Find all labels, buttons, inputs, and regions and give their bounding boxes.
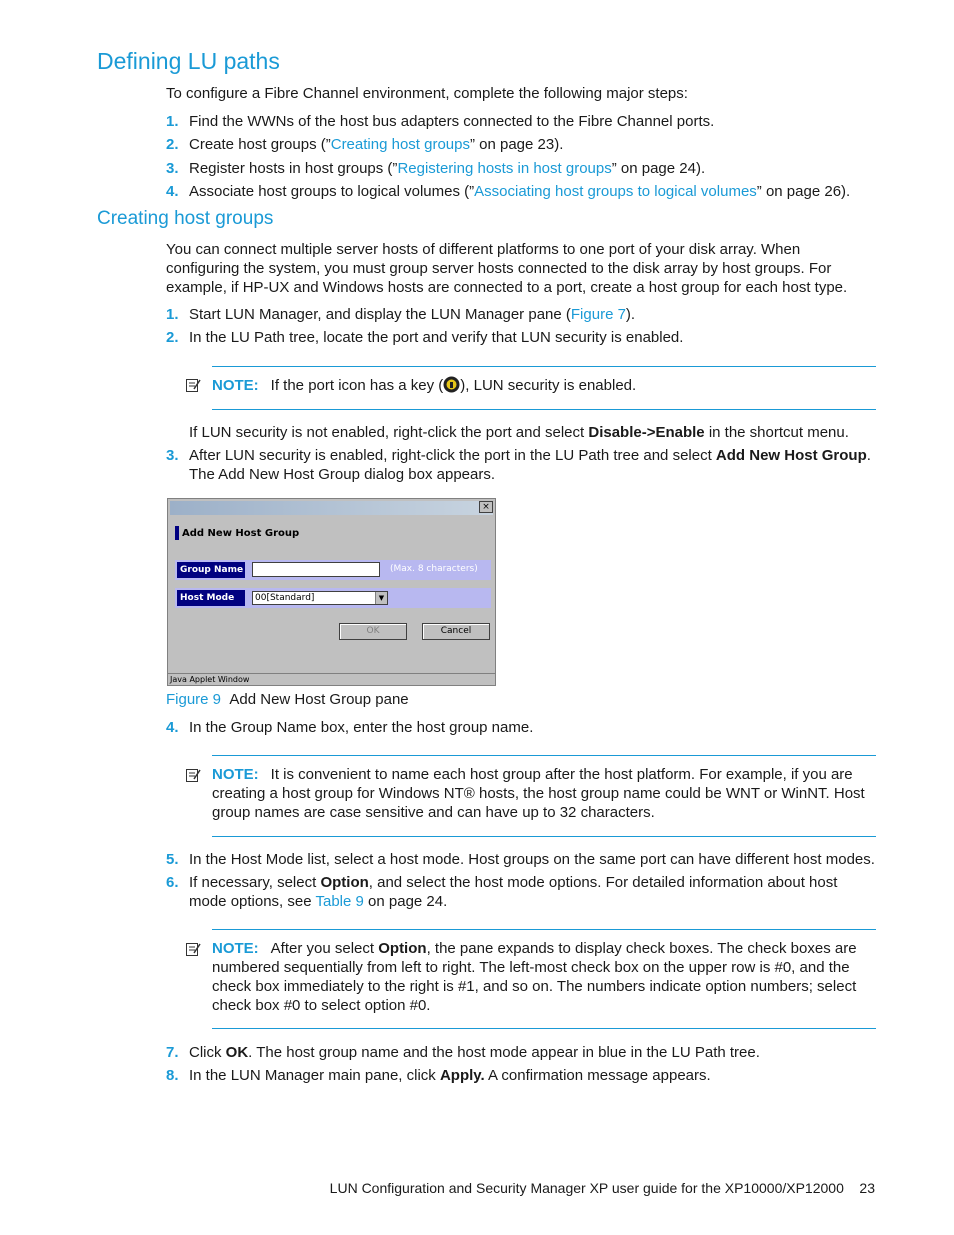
note-label: NOTE:: [212, 940, 259, 957]
step-number: 3.: [166, 447, 179, 464]
step-number: 1.: [166, 306, 179, 323]
step-number: 6.: [166, 874, 179, 891]
step-number: 2.: [166, 329, 179, 346]
group-name-row: [175, 560, 491, 580]
subsection-title: Creating host groups: [97, 208, 274, 229]
step-text: If necessary, select Option, and select the host mode options. For detailed information about host mode options, see Table 9 on page 24.: [189, 874, 838, 910]
note-icon: [185, 941, 201, 957]
link-figure-7[interactable]: Figure 7: [570, 306, 626, 323]
step-text: Create host groups (”Creating host groups” on page 23).: [189, 136, 564, 153]
note-text: If the port icon has a key (: [270, 377, 444, 394]
list-item: [166, 850, 878, 869]
note-icon: [185, 377, 201, 393]
host-mode-row: [175, 588, 491, 608]
step-text: Find the WWNs of the host bus adapters connected to the Fibre Channel ports.: [189, 113, 715, 130]
note-box: [212, 366, 876, 410]
host-mode-select[interactable]: 00[Standard] ▼: [252, 591, 388, 605]
intro-text: To configure a Fibre Channel environment, complete the following major steps:: [166, 85, 688, 102]
java-applet-status: Java Applet Window: [168, 673, 495, 685]
step-number: 2.: [166, 136, 179, 153]
link-registering-hosts[interactable]: Registering hosts in host groups: [397, 160, 612, 177]
not-enabled-text: If LUN security is not enabled, right-click the port and select Disable->Enable in the shortcut menu.: [189, 424, 849, 441]
step-text: Start LUN Manager, and display the LUN Manager pane (Figure 7).: [189, 306, 636, 323]
cancel-button[interactable]: Cancel: [422, 623, 490, 640]
add-new-host-group-dialog: [167, 498, 496, 686]
step-text: In the Group Name box, enter the host group name.: [189, 719, 534, 736]
list-item: [166, 873, 878, 911]
step-number: 1.: [166, 113, 179, 130]
link-associating-host-groups[interactable]: Associating host groups to logical volumes: [474, 183, 757, 200]
list-item: [166, 1043, 878, 1062]
list-item: [166, 305, 878, 324]
list-item: [166, 1066, 878, 1085]
list-item: [166, 135, 878, 154]
note-text-end: ), LUN security is enabled.: [460, 377, 637, 394]
step-number: 8.: [166, 1067, 179, 1084]
host-mode-label: Host Mode: [177, 590, 245, 606]
note-label: NOTE:: [212, 766, 259, 783]
list-item: [166, 328, 878, 347]
link-table-9[interactable]: Table 9: [315, 893, 364, 910]
chevron-down-icon: ▼: [375, 592, 387, 604]
group-name-input[interactable]: [252, 562, 380, 577]
key-icon: [443, 376, 460, 393]
list-item: [166, 182, 878, 201]
section-title: Defining LU paths: [97, 48, 280, 74]
sub-intro-text: You can connect multiple server hosts of different platforms to one port of your disk array. When configuring the system, you must group server hosts connected to the disk array by host groups. For example, if HP-UX and Windows hosts are connected to a port, create a host group for each host type.: [166, 241, 848, 296]
list-item: [166, 112, 878, 131]
step-text: In the LU Path tree, locate the port and verify that LUN security is enabled.: [189, 329, 684, 346]
note-text: It is convenient to name each host group after the host platform. For example, if you are creating a host group for Windows NT® hosts, the host group name could be WNT or WinNT. Host group names are case sensitive and can have up to 32 characters.: [212, 766, 865, 821]
note-label: NOTE:: [212, 377, 259, 394]
step-number: 7.: [166, 1044, 179, 1061]
note-text: After you select: [270, 940, 379, 957]
dialog-title-bar: [170, 501, 493, 515]
step-text: Click OK. The host group name and the host mode appear in blue in the LU Path tree.: [189, 1044, 760, 1061]
list-item: [166, 446, 878, 484]
group-name-label: Group Name: [177, 562, 245, 578]
list-item: [166, 718, 878, 737]
step-text: Register hosts in host groups (”Registering hosts in host groups” on page 24).: [189, 160, 706, 177]
dialog-heading: Add New Host Group: [175, 526, 299, 540]
step-text: Associate host groups to logical volumes (”Associating host groups to logical volumes” on page 26).: [189, 183, 851, 200]
page-number: 23: [859, 1180, 875, 1196]
step-number: 4.: [166, 183, 179, 200]
note-box: [212, 755, 876, 837]
page-footer: [330, 1180, 875, 1196]
ok-button[interactable]: OK: [339, 623, 407, 640]
link-creating-host-groups[interactable]: Creating host groups: [330, 136, 470, 153]
note-icon: [185, 767, 201, 783]
group-name-hint: (Max. 8 characters): [390, 564, 478, 574]
footer-title: LUN Configuration and Security Manager XP user guide for the XP10000/XP12000: [329, 1180, 844, 1196]
step-number: 4.: [166, 719, 179, 736]
list-item: [166, 159, 878, 178]
step-text: After LUN security is enabled, right-click the port in the LU Path tree and select Add New Host Group. The Add New Host Group dialog box appears.: [189, 447, 871, 483]
step-text: In the Host Mode list, select a host mode. Host groups on the same port can have different host modes.: [189, 851, 875, 868]
figure-caption: Figure 9 Add New Host Group pane: [166, 691, 409, 708]
note-box: NOTE: After you select Option, the pane expands to display check boxes. The check boxes are numbered sequentially from left to right. The left-most check box on the upper row is #0, and the check box immediately to the right is #1, and so on. The numbers indicate option numbers; select check box #0 to select option #0.: [212, 929, 876, 1029]
close-icon[interactable]: ×: [479, 501, 493, 513]
step-text: In the LUN Manager main pane, click Apply. A confirmation message appears.: [189, 1067, 711, 1084]
step-number: 3.: [166, 160, 179, 177]
step-number: 5.: [166, 851, 179, 868]
